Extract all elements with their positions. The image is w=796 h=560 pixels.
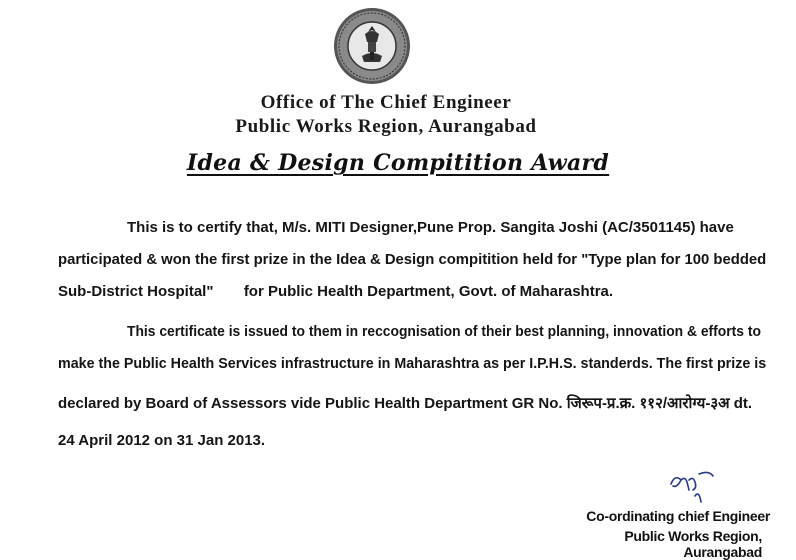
office-title: Office of The Chief Engineer bbox=[260, 92, 512, 113]
department-text: for Public Health Department, Govt. of Maharashtra. bbox=[243, 283, 614, 300]
para2-line4: 24 April 2012 on 31 Jan 2013. bbox=[58, 432, 266, 449]
para2-line3: declared by Board of Assessors vide Public Health Department GR No. जिरूप-प्र.क्र. ११२/आरोग्य-३अ dt. bbox=[58, 395, 753, 412]
para1-line1: This is to certify that, M/s. MITI Designer,Pune Prop. Sangita Joshi (AC/3501145) have bbox=[127, 219, 734, 236]
para2-line1: This certificate is issued to them in reccognisation of their best planning, innovation & efforts to bbox=[127, 323, 761, 340]
para1-line3 bbox=[58, 283, 613, 300]
award-title-text: Idea & Design Compitition Award bbox=[186, 150, 610, 176]
signatory-designation: Co-ordinating chief Engineer bbox=[586, 508, 770, 524]
signatory-office: Public Works Region, Aurangabad bbox=[624, 528, 762, 560]
para2-line2: make the Public Health Services infrastructure in Maharashtra as per I.P.H.S. standerds. The first prize is bbox=[58, 355, 767, 372]
government-seal-emblem bbox=[332, 6, 412, 86]
project-name-tail: Sub-District Hospital" bbox=[58, 283, 214, 300]
para1-line2: participated & won the first prize in the Idea & Design compitition held for "Type plan for 100 bedded bbox=[58, 251, 767, 268]
signature-mark bbox=[665, 466, 717, 506]
office-region: Public Works Region, Aurangabad bbox=[235, 116, 537, 137]
award-title bbox=[0, 150, 796, 176]
